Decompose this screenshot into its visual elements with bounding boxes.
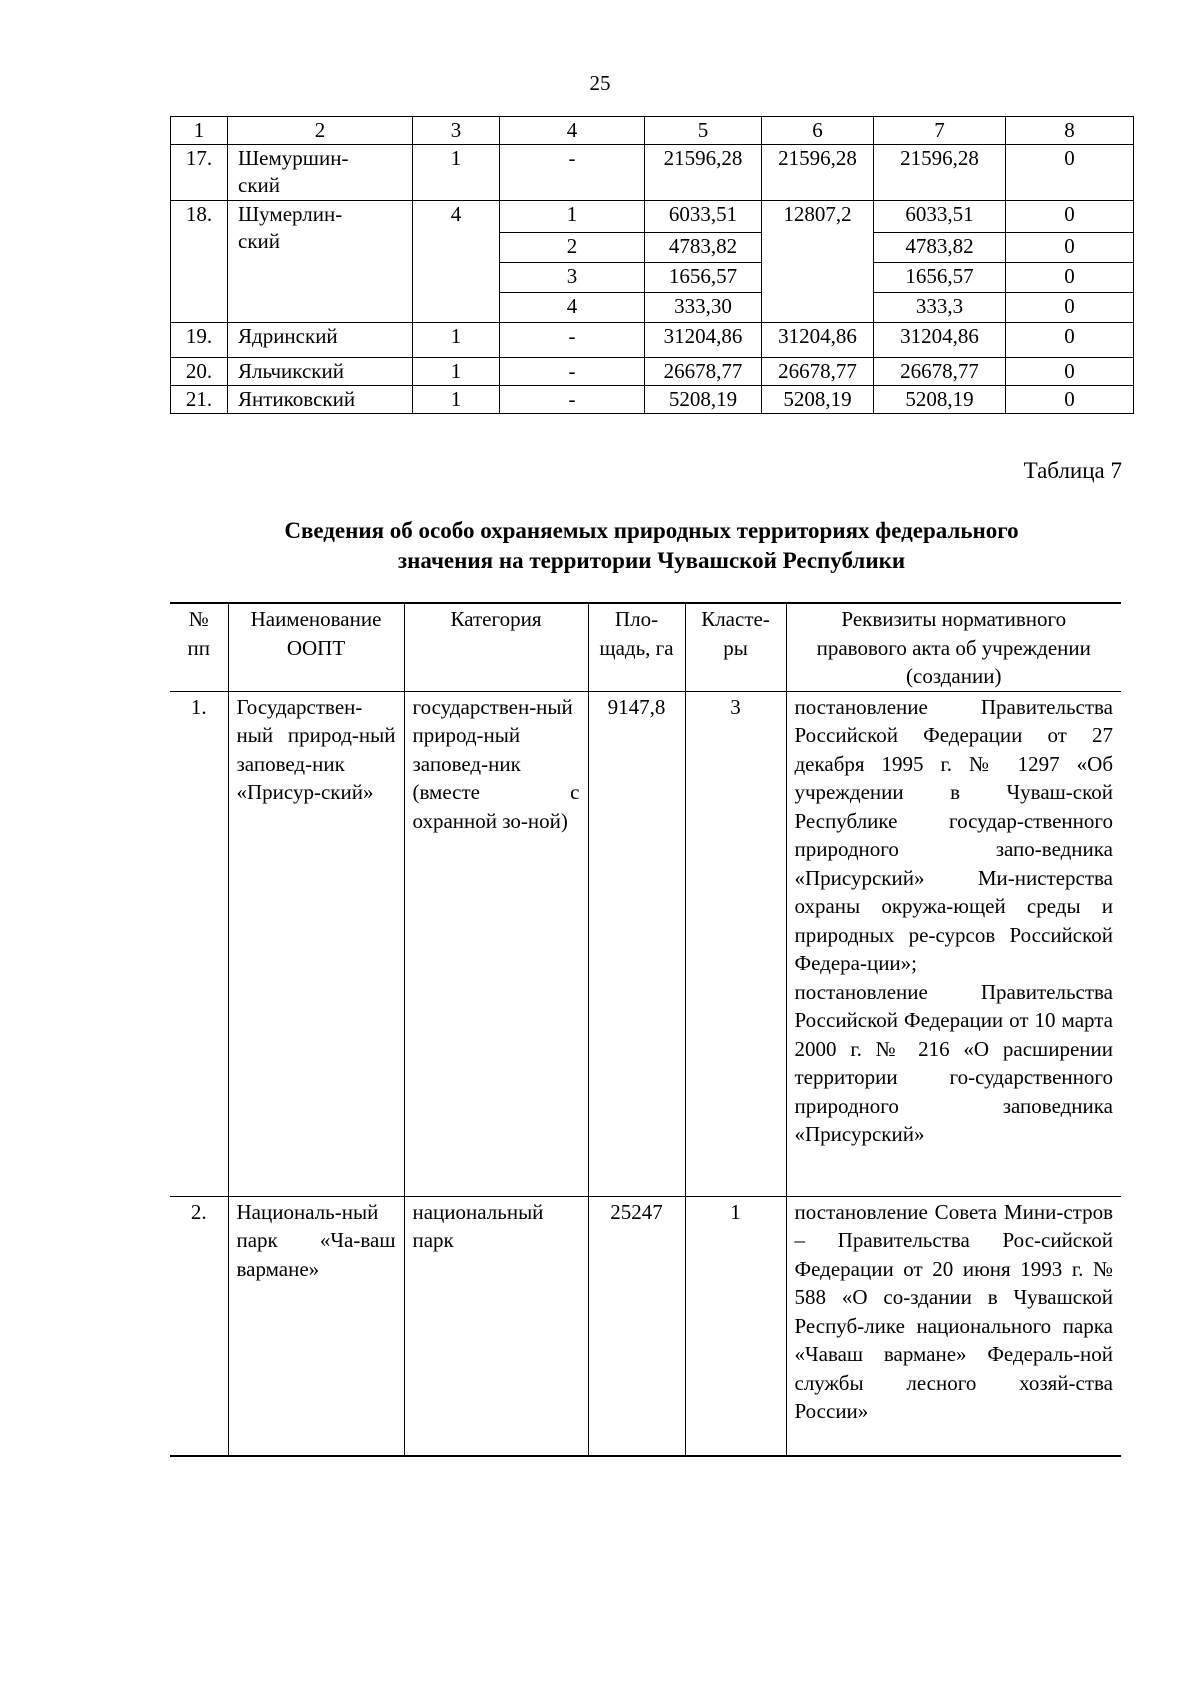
table-label: Таблица 7	[1023, 458, 1122, 483]
districts-continuation-table	[170, 116, 1134, 414]
district-name: Шумерлин- ский	[228, 201, 413, 323]
header-act: Реквизиты нормативного правового акта об учреждении (создании)	[786, 603, 1121, 691]
cell-value: 21596,28	[874, 145, 1006, 201]
cell-value: 0	[1006, 293, 1134, 323]
area-name: Националь-ный парк «Ча-ваш вармане»	[228, 1196, 404, 1456]
cell-value: 6033,51	[874, 201, 1006, 233]
cell-value: 0	[1006, 323, 1134, 358]
column-number: 4	[500, 117, 645, 145]
header-name: Наименование ООПТ	[228, 603, 404, 691]
cell-value: 26678,77	[874, 358, 1006, 386]
cell-value: 1	[500, 201, 645, 233]
cell-value: 4783,82	[874, 233, 1006, 263]
cell-value: 0	[1006, 145, 1134, 201]
cell-value: 0	[1006, 358, 1134, 386]
row-number: 19.	[171, 323, 228, 358]
table-header-row	[170, 603, 1121, 691]
table-row	[171, 358, 1134, 386]
district-name: Янтиковский	[228, 386, 413, 414]
cell-value: 31204,86	[762, 323, 874, 358]
area-size: 9147,8	[588, 691, 685, 1196]
cell-value: -	[500, 386, 645, 414]
table-title: Сведения об особо охраняемых природных территориях федерального значения на территории Чувашской Республики	[284, 518, 1019, 573]
cell-value: 0	[1006, 386, 1134, 414]
header-category: Категория	[404, 603, 588, 691]
cell-value: 4783,82	[645, 233, 762, 263]
cell-value: -	[500, 323, 645, 358]
row-number: 17.	[171, 145, 228, 201]
table-row	[171, 386, 1134, 414]
cell-value: 12807,2	[762, 201, 874, 323]
table-header-row	[171, 117, 1134, 145]
cell-value: 0	[1006, 263, 1134, 293]
cell-value: 26678,77	[645, 358, 762, 386]
legal-act: постановление Совета Мини-стров – Правительства Рос-сийской Федерации от 20 июня 1993 г. № 588 «О со-здании в Чувашской Респуб-лике национального парка «Чаваш вармане» Федераль-ной службы лесного хозяй-ства России»	[786, 1196, 1121, 1456]
cell-value: 2	[500, 233, 645, 263]
area-size: 25247	[588, 1196, 685, 1456]
cell-value: 1	[413, 323, 500, 358]
district-name: Шемуршин- ский	[228, 145, 413, 201]
cell-value: 4	[500, 293, 645, 323]
row-number: 21.	[171, 386, 228, 414]
cell-value: 4	[413, 201, 500, 323]
district-name: Яльчикский	[228, 358, 413, 386]
area-category: национальный парк	[404, 1196, 588, 1456]
cell-value: 5208,19	[645, 386, 762, 414]
cell-value: 3	[500, 263, 645, 293]
column-number: 5	[645, 117, 762, 145]
cell-value: 26678,77	[762, 358, 874, 386]
cell-value: 1656,57	[874, 263, 1006, 293]
row-number: 2.	[170, 1196, 228, 1456]
column-number: 1	[171, 117, 228, 145]
table-row	[171, 145, 1134, 201]
cell-value: 21596,28	[645, 145, 762, 201]
row-number: 20.	[171, 358, 228, 386]
page-number: 25	[589, 71, 611, 95]
table-row	[170, 691, 1121, 1196]
table-row	[170, 1196, 1121, 1456]
table-row	[171, 323, 1134, 358]
legal-act: постановление Правительства Российской Федерации от 27 декабря 1995 г. № 1297 «Об учреждении в Чуваш-ской Республике государ-ственного природного запо-ведника «Присурский» Ми-нистерства охраны окружа-ющей среды и природных ре-сурсов Российской Федера-ции»; постановление Правительства Российской Федерации от 10 марта 2000 г. № 216 «О расширении территории го-сударственного природного заповедника «Присурский»	[786, 691, 1121, 1196]
cell-value: 1	[413, 386, 500, 414]
header-area: Пло- щадь, га	[588, 603, 685, 691]
protected-areas-table	[170, 602, 1121, 1457]
row-number: 18.	[171, 201, 228, 323]
cell-value: 0	[1006, 233, 1134, 263]
cell-value: 5208,19	[874, 386, 1006, 414]
header-clusters: Класте- ры	[685, 603, 786, 691]
cell-value: 0	[1006, 201, 1134, 233]
column-number: 3	[413, 117, 500, 145]
row-number: 1.	[170, 691, 228, 1196]
area-category: государствен-ный природ-ный заповед-ник (вместе с охранной зо-ной)	[404, 691, 588, 1196]
district-name: Ядринский	[228, 323, 413, 358]
cell-value: 1	[413, 358, 500, 386]
cell-value: 31204,86	[645, 323, 762, 358]
column-number: 7	[874, 117, 1006, 145]
header-num: № пп	[170, 603, 228, 691]
cell-value: 333,3	[874, 293, 1006, 323]
cell-value: 31204,86	[874, 323, 1006, 358]
area-clusters: 3	[685, 691, 786, 1196]
table-row	[171, 201, 1134, 233]
cell-value: 1656,57	[645, 263, 762, 293]
cell-value: 6033,51	[645, 201, 762, 233]
cell-value: 21596,28	[762, 145, 874, 201]
cell-value: 5208,19	[762, 386, 874, 414]
cell-value: 333,30	[645, 293, 762, 323]
area-clusters: 1	[685, 1196, 786, 1456]
column-number: 8	[1006, 117, 1134, 145]
column-number: 6	[762, 117, 874, 145]
cell-value: -	[500, 358, 645, 386]
column-number: 2	[228, 117, 413, 145]
area-name: Государствен-ный природ-ный заповед-ник «Присур-ский»	[228, 691, 404, 1196]
cell-value: -	[500, 145, 645, 201]
cell-value: 1	[413, 145, 500, 201]
